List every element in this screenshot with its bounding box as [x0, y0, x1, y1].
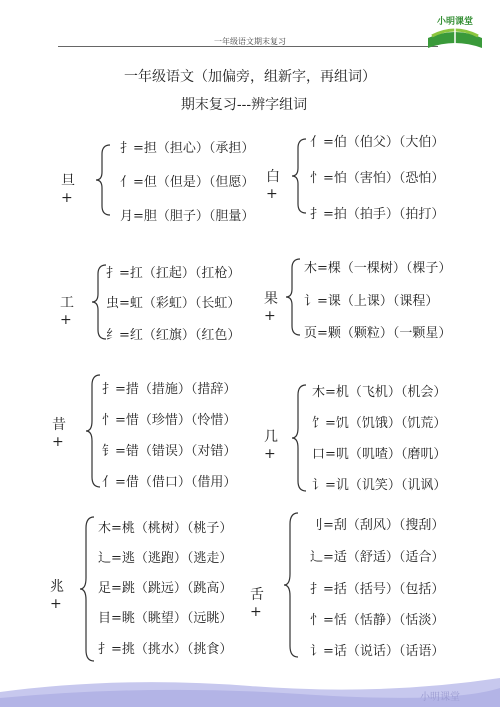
word-row: 扌=挑（挑水）（挑食） [98, 642, 233, 657]
word-row: 足=跳（跳远）（跳高） [98, 581, 233, 596]
word-row: 扌=扛（扛起）（扛枪） [106, 266, 241, 281]
word-row: 扌=括（括号）（包括） [310, 582, 445, 597]
word-row: 饣=饥（饥饿）（饥荒） [312, 416, 447, 431]
group-key: 昔+ [52, 417, 66, 450]
group-key: 白+ [266, 169, 280, 202]
brace [284, 256, 304, 338]
logo [420, 8, 490, 52]
group-key: 舌+ [250, 587, 264, 620]
word-row: 扌=措（措施）（措辞） [102, 382, 237, 397]
logo-text: 小明课堂 [436, 17, 473, 27]
word-row: 刂=刮（刮风）（搜刮） [310, 518, 445, 533]
brace [282, 510, 302, 660]
brace [94, 142, 114, 218]
word-row: 虫=虹（彩虹）（长虹） [106, 296, 241, 311]
word-row: 讠=话（说话）（话语） [310, 644, 445, 659]
header-text: 一年级语文期末复习 [214, 37, 286, 46]
word-row: 钅=错（错误）（对错） [102, 444, 237, 459]
word-row: 辶=逃（逃跑）（逃走） [98, 551, 233, 566]
brace [78, 514, 98, 664]
word-row: 扌=担（担心）（承担） [120, 141, 255, 156]
brace [84, 372, 104, 490]
brace [290, 136, 310, 216]
word-row: 目=眺（眺望）（远眺） [98, 611, 233, 626]
word-row: 忄=怕（害怕）（恐怕） [310, 171, 445, 186]
brace [290, 382, 310, 494]
group-key: 工+ [60, 295, 74, 328]
group-key: 几+ [264, 429, 278, 462]
word-row: 木=机（飞机）（机会） [312, 385, 447, 400]
word-row: 亻=借（借口）（借用） [102, 475, 237, 490]
word-row: 纟=红（红旗）（红色） [106, 328, 241, 343]
word-row: 口=叽（叽喳）（磨叽） [312, 447, 447, 462]
word-row: 亻=但（但是）（但愿） [120, 175, 255, 190]
word-row: 讠=讥（讥笑）（讥讽） [312, 478, 447, 493]
word-row: 辶=适（舒适）（适合） [310, 550, 445, 565]
group-key: 旦+ [61, 173, 75, 206]
page-title: 一年级语文（加偏旁，组新字，再组词） [124, 69, 376, 85]
word-row: 亻=伯（伯父）（大伯） [310, 135, 445, 150]
group-key: 果+ [264, 291, 278, 324]
page-subtitle: 期末复习---辨字组词 [180, 97, 308, 113]
word-row: 月=胆（胆子）（胆量） [120, 209, 255, 224]
word-row: 忄=恬（恬静）（恬淡） [310, 613, 445, 628]
word-row: 扌=拍（拍手）（拍打） [310, 207, 445, 222]
word-row: 忄=惜（珍惜）（怜惜） [102, 413, 237, 428]
group-key: 兆+ [50, 579, 64, 612]
header-divider [58, 46, 438, 47]
word-row: 讠=课（上课）（课程） [304, 294, 439, 309]
word-row: 木=桃（桃树）（桃子） [98, 521, 233, 536]
footer-watermark: 小明课堂 [420, 692, 460, 703]
word-row: 木=棵（一棵树）（棵子） [304, 261, 452, 276]
word-row: 页=颗（颗粒）（一颗星） [304, 326, 452, 341]
